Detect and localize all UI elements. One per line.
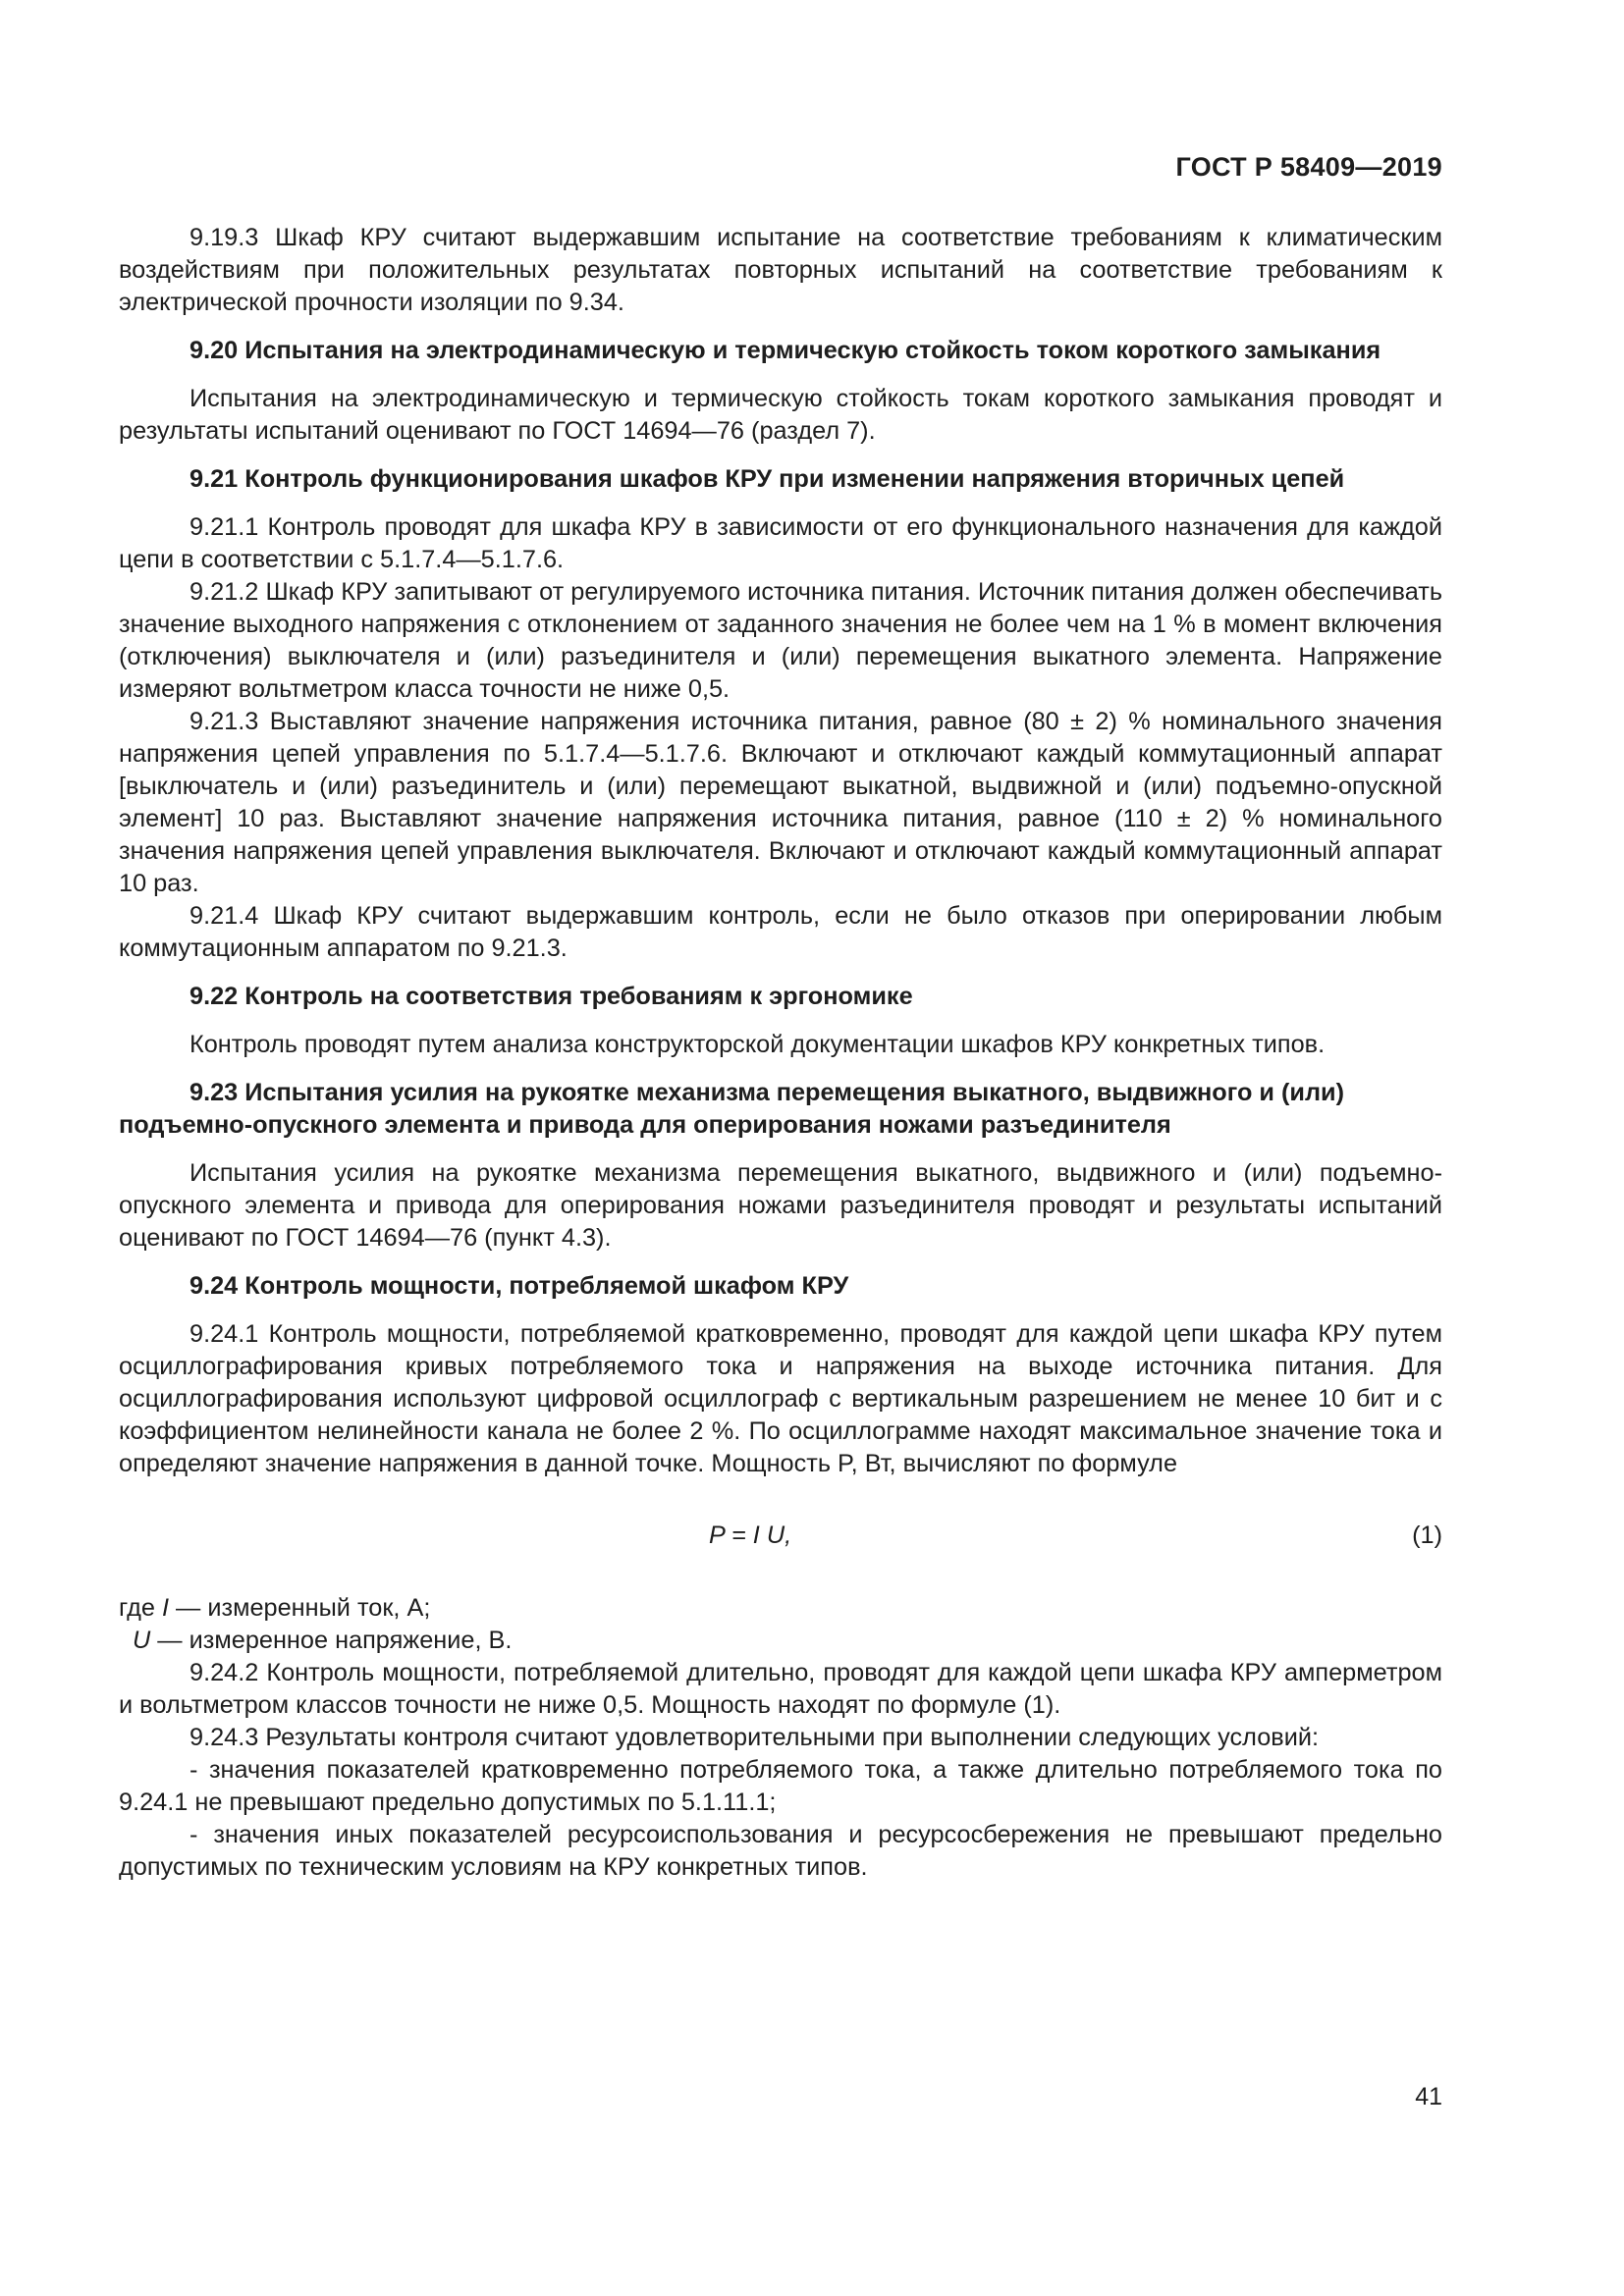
paragraph-9-21-3: 9.21.3 Выставляют значение напряжения источника питания, равное (80 ± 2) % номинального значения напряжения цепей управления по 5.1.7.4—5.1.7.6. Включают и отключают каждый коммутационный аппарат [выключатель и (или) разъединитель и (или) перемещают выкатной, выдвижной и (или) подъемно-опускной элемент] 10 раз. Выставляют значение напряжения источника питания, равное (110 ± 2) % номинального значения напряжения цепей управления выключателя. Включают и отключают каждый коммутационный аппарат 10 раз. <box>119 708 1442 897</box>
paragraph-9-24-3: 9.24.3 Результаты контроля считают удовлетворительными при выполнении следующих условий: <box>189 1724 1320 1751</box>
where-desc-i: — измеренный ток, А; <box>168 1594 431 1622</box>
heading-9-23: 9.23 Испытания усилия на рукоятке механизма перемещения выкатного, выдвижного и (или) подъемно-опускного элемента и привода для оперирования ножами разъединителя <box>119 1079 1345 1139</box>
heading-9-24: 9.24 Контроль мощности, потребляемой шкафом КРУ <box>189 1272 849 1300</box>
formula-expression: P = I U, <box>709 1522 792 1549</box>
heading-9-21: 9.21 Контроль функционирования шкафов КРУ при изменении напряжения вторичных цепей <box>189 465 1345 493</box>
paragraph-9-23: Испытания усилия на рукоятке механизма перемещения выкатного, выдвижного и (или) подъемно-опускного элемента и привода для оперирования ножами разъединителя проводят и результаты испытаний оценивают по ГОСТ 14694—76 (пункт 4.3). <box>119 1159 1442 1252</box>
paragraph-9-21-4: 9.21.4 Шкаф КРУ считают выдержавшим контроль, если не было отказов при оперировании любым коммутационным аппаратом по 9.21.3. <box>119 902 1442 962</box>
heading-9-20: 9.20 Испытания на электродинамическую и термическую стойкость током короткого замыкания <box>189 337 1381 364</box>
paragraph-9-24-2: 9.24.2 Контроль мощности, потребляемой длительно, проводят для каждой цепи шкафа КРУ амперметром и вольтметром классов точности не ниже 0,5. Мощность находят по формуле (1). <box>119 1659 1442 1719</box>
where-lead: где <box>119 1594 162 1622</box>
document-header: ГОСТ Р 58409—2019 <box>1175 152 1442 182</box>
list-item-1: - значения показателей кратковременно потребляемого тока, а также длительно потребляемого тока по 9.24.1 не превышают предельно допустимых по 5.1.11.1; <box>119 1756 1442 1816</box>
paragraph-9-20: Испытания на электродинамическую и термическую стойкость токам короткого замыкания проводят и результаты испытаний оценивают по ГОСТ 14694—76 (раздел 7). <box>119 385 1442 445</box>
where-desc-u: — измеренное напряжение, В. <box>150 1627 513 1654</box>
paragraph-9-19-3: 9.19.3 Шкаф КРУ считают выдержавшим испытание на соответствие требованиям к климатическим воздействиям при положительных результатах повторных испытаний на соответствие требованиям к электрической прочности изоляции по 9.34. <box>119 224 1442 316</box>
paragraph-9-22: Контроль проводят путем анализа конструкторской документации шкафов КРУ конкретных типов. <box>189 1031 1326 1058</box>
paragraph-9-21-2: 9.21.2 Шкаф КРУ запитывают от регулируемого источника питания. Источник питания должен обеспечивать значение выходного напряжения с отклонением от заданного значения не более чем на 1 % в момент включения (отключения) выключателя и (или) разъединителя и (или) перемещения выкатного элемента. Напряжение измеряют вольтметром класса точности не ниже 0,5. <box>119 578 1442 703</box>
heading-9-22: 9.22 Контроль на соответствия требованиям к эргономике <box>189 983 913 1010</box>
list-item-2: - значения иных показателей ресурсоиспользования и ресурсосбережения не превышают предельно допустимых по техническим условиям на КРУ конкретных типов. <box>119 1821 1442 1881</box>
page-number: 41 <box>1415 2083 1442 2110</box>
document-body <box>119 222 1442 1884</box>
where-line-voltage <box>119 1625 1442 1657</box>
paragraph-9-21-1: 9.21.1 Контроль проводят для шкафа КРУ в зависимости от его функционального назначения для каждой цепи в соответствии с 5.1.7.4—5.1.7.6. <box>119 513 1442 573</box>
formula-row <box>119 1520 1442 1553</box>
formula-number: (1) <box>1412 1522 1442 1549</box>
where-symbol-i: I <box>161 1594 169 1622</box>
where-symbol-u: U <box>133 1627 151 1654</box>
paragraph-9-24-1: 9.24.1 Контроль мощности, потребляемой кратковременно, проводят для каждой цепи шкафа КРУ путем осциллографирования кривых потребляемого тока и напряжения на выходе источника питания. Для осциллографирования используют цифровой осциллограф с вертикальным разрешением не менее 10 бит и с коэффициентом нелинейности канала не более 2 %. По осциллограмме находят максимальное значение тока и определяют значение напряжения в данной точке. Мощность P, Вт, вычисляют по формуле <box>119 1320 1442 1477</box>
where-line-current <box>119 1592 1442 1625</box>
